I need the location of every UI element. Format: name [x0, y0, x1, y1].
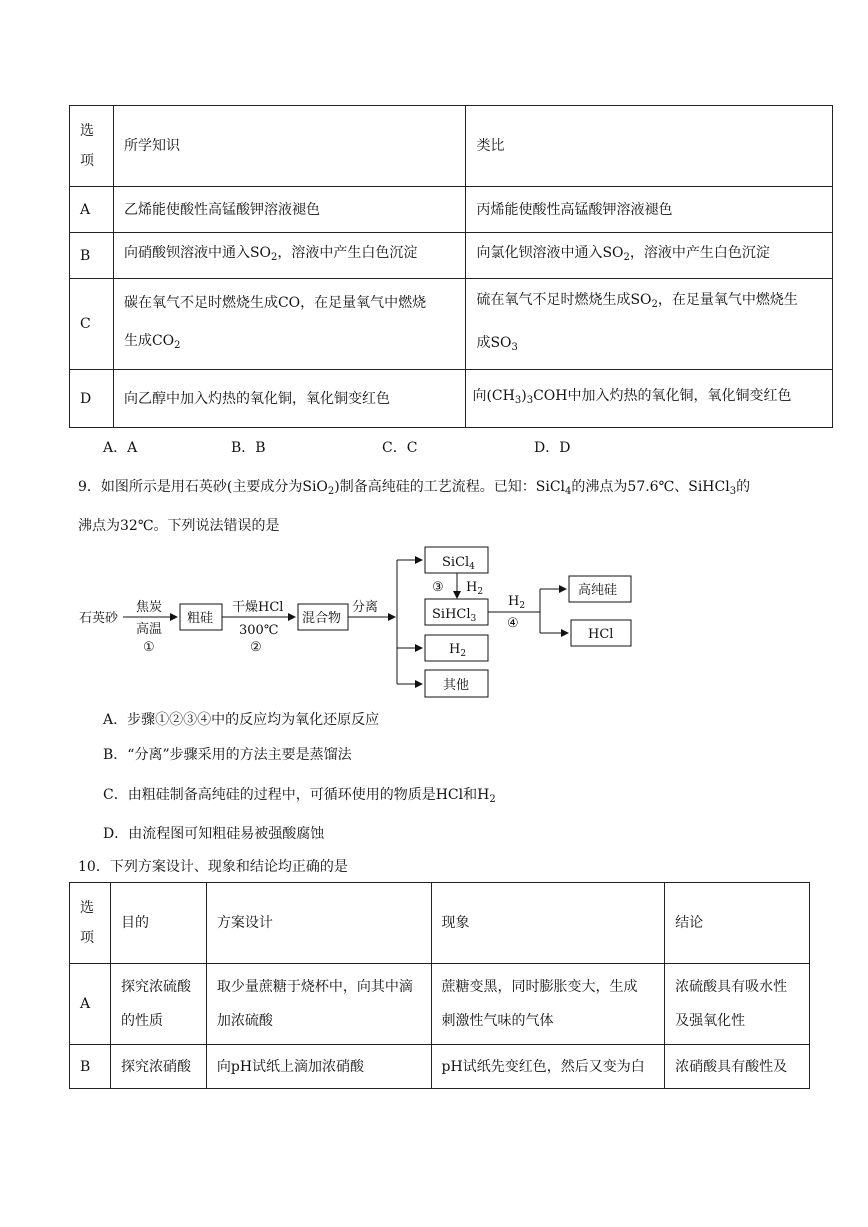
table-row: [70, 233, 833, 279]
sihcl3-label: SiHCl$_3$: [432, 607, 477, 624]
table-row: [70, 187, 833, 233]
row-conclusion: 浓硝酸具有酸性及: [665, 1045, 810, 1089]
q8-option-b[interactable]: B．B: [231, 440, 266, 456]
text-line: 硫在氧气不足时燃烧生成$SO_2$，在足量氧气中燃烧生: [476, 292, 798, 310]
q8-option-d[interactable]: D．D: [534, 440, 571, 456]
q9-stem-line2: 沸点为32℃。下列说法错误的是: [78, 518, 280, 534]
q8-option-c[interactable]: C．C: [382, 440, 418, 456]
row-option: B: [70, 1045, 111, 1089]
row-knowledge: 乙烯能使酸性高锰酸钾溶液褪色: [113, 187, 465, 233]
row-design: 向pH试纸上滴加浓硝酸: [206, 1045, 431, 1089]
step4-number: ④: [507, 616, 519, 631]
mixture-label: 混合物: [302, 611, 342, 626]
other-label: 其他: [443, 678, 470, 693]
row-analogy: 丙烯能使酸性高锰酸钾溶液褪色: [466, 187, 833, 233]
start-label: 石英砂: [79, 611, 119, 626]
table-header-row: [70, 883, 810, 964]
row-knowledge: 向硝酸钡溶液中通入$SO_2$，溶液中产生白色沉淀: [113, 233, 465, 279]
sicl4-label: SiCl$_4$: [442, 555, 475, 572]
step1-condition: 高温: [136, 622, 163, 637]
table-row: [70, 1045, 810, 1089]
step2-reagent: 干燥HCl: [232, 600, 284, 615]
row-analogy: 向$(CH_3)_3COH$中加入灼热的氧化铜，氧化铜变红色: [466, 370, 833, 428]
row-option: A: [70, 187, 114, 233]
row-knowledge: 向乙醇中加入灼热的氧化铜，氧化铜变红色: [113, 370, 465, 428]
row-analogy: [466, 279, 833, 370]
step1-number: ①: [143, 640, 155, 655]
crude-si-label: 粗硅: [187, 611, 214, 626]
header-option: 选项: [70, 106, 114, 187]
q9-stem-line1: 9．如图所示是用石英砂(主要成分为SiO$_2$)制备高纯硅的工艺流程。已知：SiCl$_4$的沸点为57.6℃、SiHCl$_3$的: [78, 479, 751, 497]
row-purpose: 探究浓硫酸 的性质: [110, 964, 206, 1045]
header-purpose: 目的: [110, 883, 206, 964]
table-row: [70, 279, 833, 370]
text-line: 生成$CO_2$: [123, 332, 181, 351]
step3-reagent: $H_2$: [466, 580, 484, 597]
row-option: A: [70, 964, 111, 1045]
pure-si-label: 高纯硅: [578, 583, 618, 598]
q9-option-d[interactable]: D．由流程图可知粗硅易被强酸腐蚀: [103, 826, 325, 842]
row-analogy: 向氯化钡溶液中通入$SO_2$，溶液中产生白色沉淀: [466, 233, 833, 279]
q8-option-a[interactable]: A．A: [103, 440, 138, 456]
header-knowledge: 所学知识: [113, 106, 465, 187]
row-option: D: [70, 370, 114, 428]
process-flow-diagram: [0, 540, 868, 700]
q10-stem: 10．下列方案设计、现象和结论均正确的是: [78, 859, 348, 875]
row-purpose: 探究浓硝酸: [110, 1045, 206, 1089]
h2-label: $H_2$: [449, 642, 467, 659]
step2-condition: 300℃: [239, 623, 279, 638]
row-phenomenon: pH试纸先变红色，然后又变为白: [431, 1045, 665, 1089]
header-analogy: 类比: [466, 106, 833, 187]
step1-reagent: 焦炭: [136, 600, 163, 615]
header-conclusion: 结论: [665, 883, 810, 964]
q9-option-c[interactable]: C．由粗硅制备高纯硅的过程中，可循环使用的物质是HCl和$H_2$: [103, 787, 496, 805]
row-knowledge: [113, 279, 465, 370]
header-phenomenon: 现象: [431, 883, 665, 964]
q9-option-a[interactable]: A．步骤①②③④中的反应均为氧化还原反应: [103, 712, 380, 728]
row-option: C: [70, 279, 114, 370]
experiment-table: [69, 882, 810, 1089]
row-conclusion: 浓硫酸具有吸水性 及强氧化性: [665, 964, 810, 1045]
text-line: 碳在氧气不足时燃烧生成CO，在足量氧气中燃烧: [123, 294, 427, 311]
hcl-label: HCl: [588, 627, 614, 642]
step3-number: ③: [432, 580, 444, 595]
text-line: 成$SO_3$: [476, 335, 518, 353]
step4-reagent: $H_2$: [508, 594, 526, 611]
table-header-row: [70, 106, 833, 187]
q9-option-b[interactable]: B．“分离”步骤采用的方法主要是蒸馏法: [103, 747, 352, 763]
row-design: 取少量蔗糖于烧杯中，向其中滴 加浓硫酸: [206, 964, 431, 1045]
header-design: 方案设计: [206, 883, 431, 964]
table-row: [70, 370, 833, 428]
row-phenomenon: 蔗糖变黑，同时膨胀变大，生成 刺激性气味的气体: [431, 964, 665, 1045]
table-row: [70, 964, 810, 1045]
step2-number: ②: [250, 640, 262, 655]
separation-label: 分离: [352, 600, 379, 615]
analogy-table: [69, 105, 833, 428]
header-option: 选项: [70, 883, 111, 964]
row-option: B: [70, 233, 114, 279]
